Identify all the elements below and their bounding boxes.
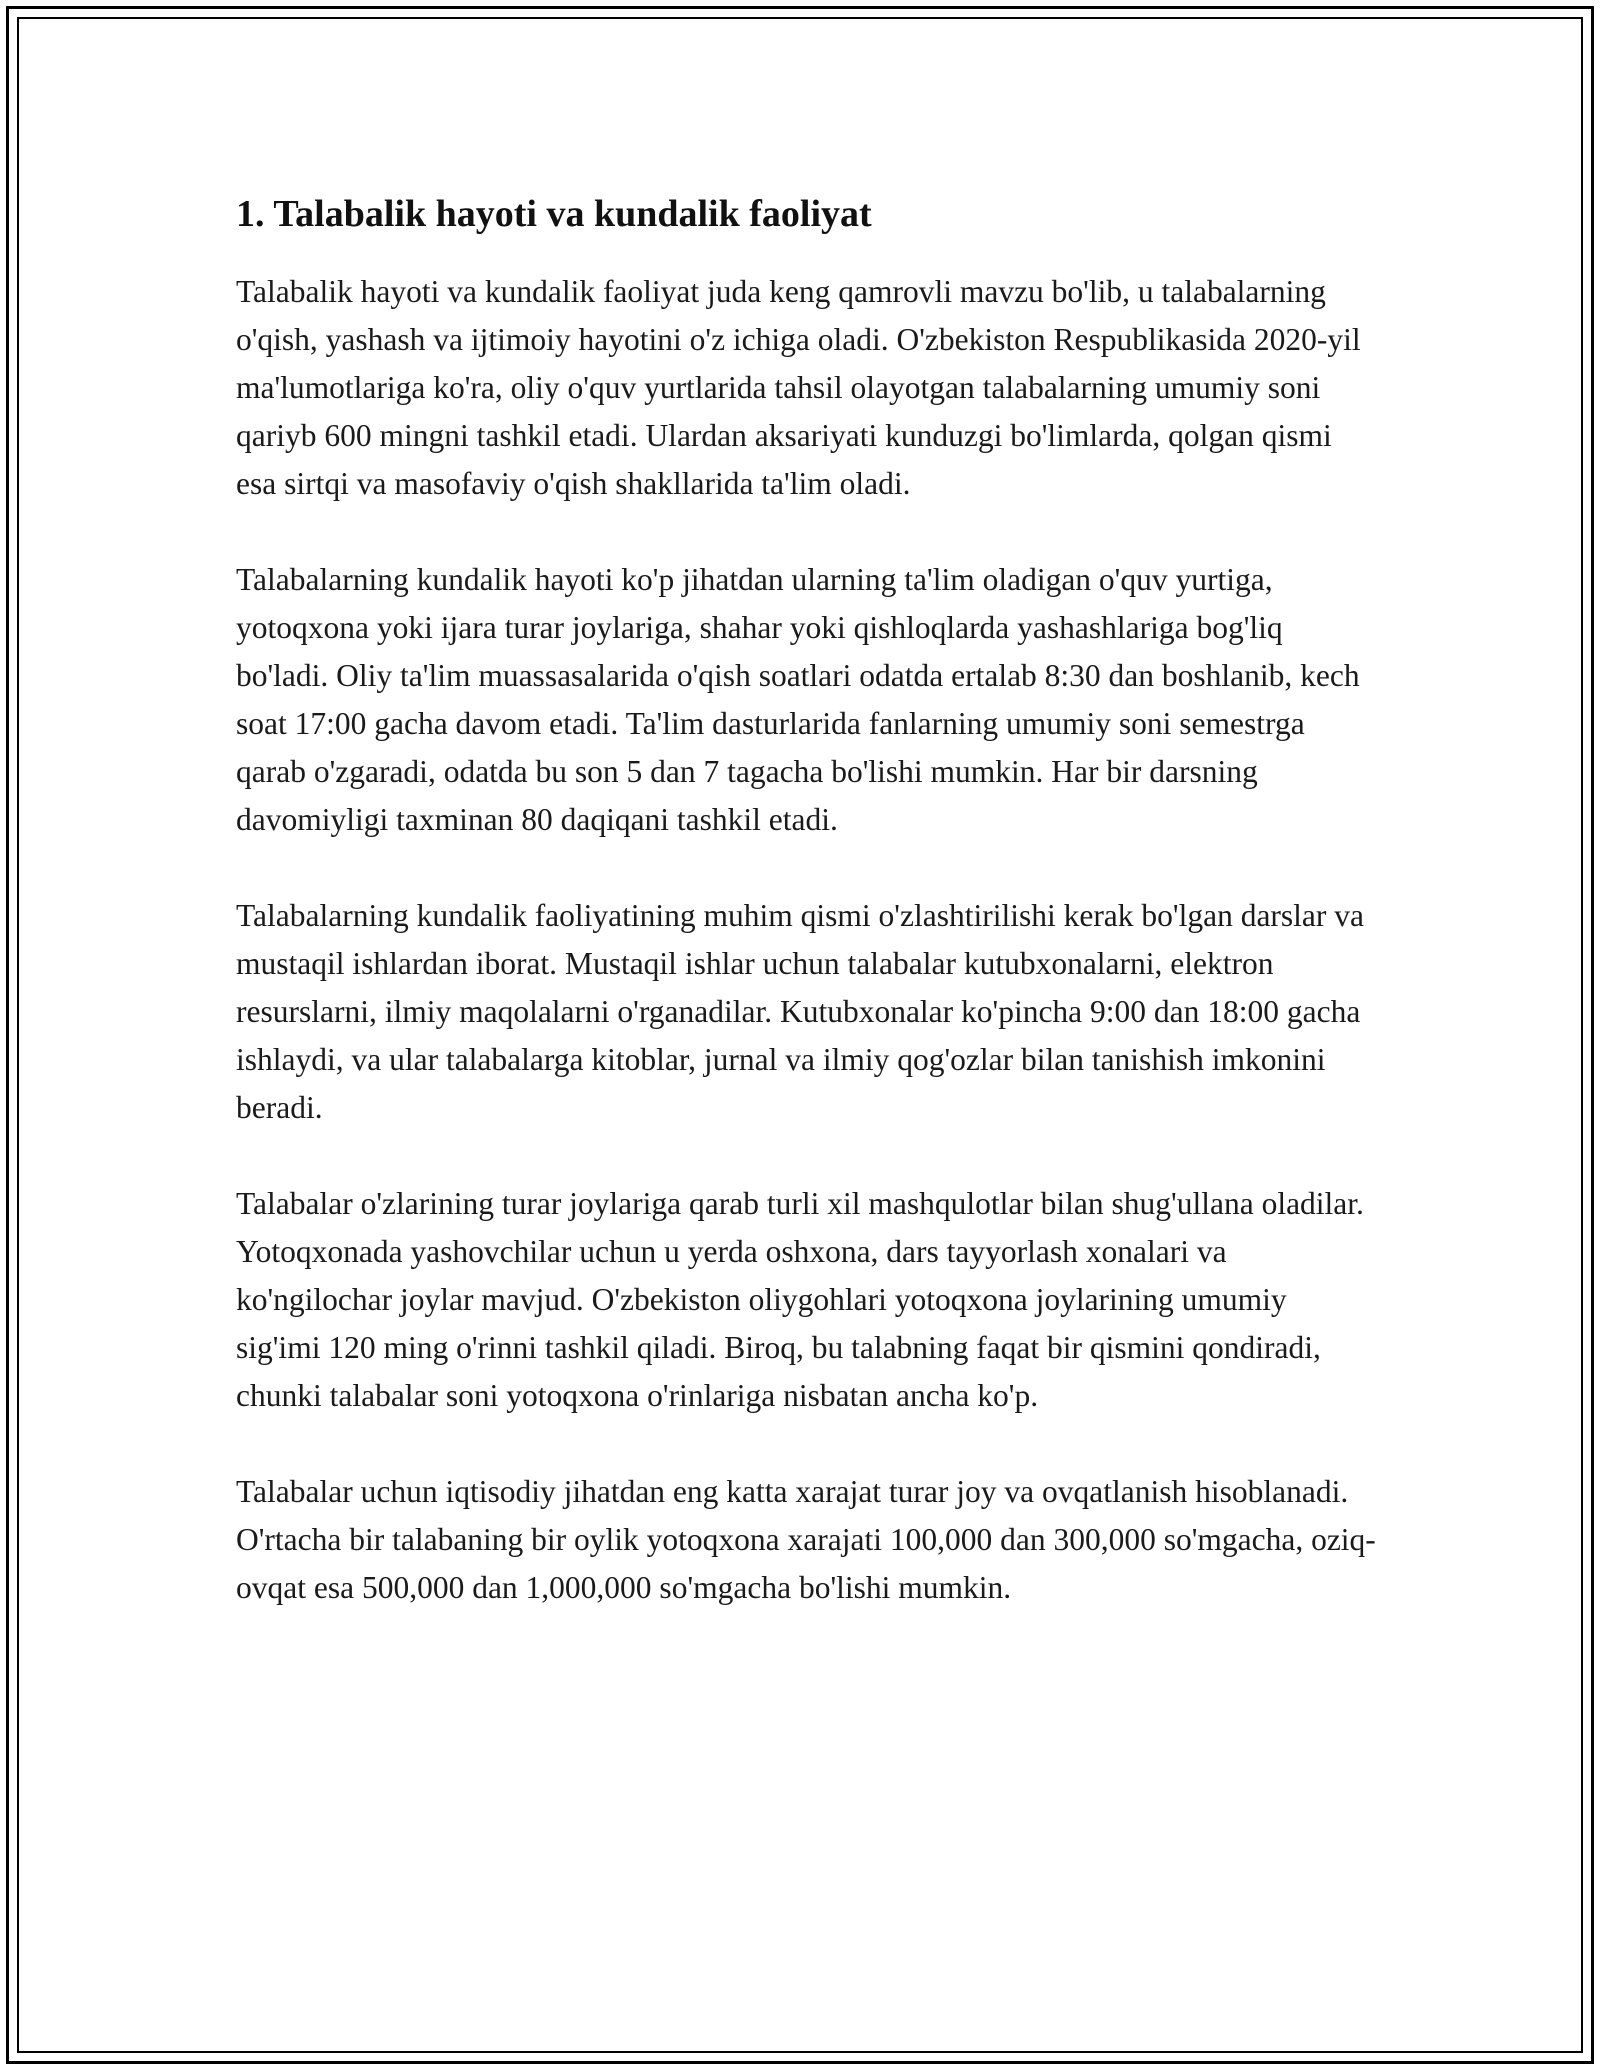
paragraph-intro: Talabalik hayoti va kundalik faoliyat juda keng qamrovli mavzu bo'lib, u talabalarning o'qish, yashash va ijtimoiy hayotini o'z ichiga oladi. O'zbekiston Respublikasida 2020-yil ma'lumotlariga ko'ra, oliy o'quv yurtlarida tahsil olayotgan talabalarning umumiy soni qariyb 600 mingni tashkil etadi. Ulardan aksariyati kunduzgi bo'limlarda, qolgan qismi esa sirtqi va masofaviy o'qish shakllarida ta'lim oladi. xyxy=(236,274,1361,501)
paragraph-daily-life: Talabalarning kundalik hayoti ko'p jihatdan ularning ta'lim oladigan o'quv yurtiga, yotoqxona yoki ijara turar joylariga, shahar yoki qishloqlarda yashashlariga bog'liq bo'ladi. Oliy ta'lim muassasalarida o'qish soatlari odatda ertalab 8:30 dan boshlanib, kech soat 17:00 gacha davom etadi. Ta'lim dasturlarida fanlarning umumiy soni semestrga qarab o'zgaradi, odatda bu son 5 dan 7 tagacha bo'lishi mumkin. Har bir darsning davomiyligi taxminan 80 daqiqani tashkil etadi. xyxy=(236,562,1360,837)
paragraph-dormitory: Talabalar o'zlarining turar joylariga qarab turli xil mashqulotlar bilan shug'ullana oladilar. Yotoqxonada yashovchilar uchun u yerda oshxona, dars tayyorlash xonalari va ko'ngilochar joylar mavjud. O'zbekiston oliygohlari yotoqxona joylarining umumiy sig'imi 120 ming o'rinni tashkil qiladi. Biroq, bu talabning faqat bir qismini qondiradi, chunki talabalar soni yotoqxona o'rinlariga nisbatan ancha ko'p. xyxy=(236,1186,1364,1413)
paragraph-expenses: Talabalar uchun iqtisodiy jihatdan eng katta xarajat turar joy va ovqatlanish hisoblanadi. O'rtacha bir talabaning bir oylik yotoqxona xarajati 100,000 dan 300,000 so'mgacha, oziq-ovqat esa 500,000 dan 1,000,000 so'mgacha bo'lishi mumkin. xyxy=(236,1474,1376,1605)
section-heading: 1. Talabalik hayoti va kundalik faoliyat xyxy=(236,193,872,235)
document-body xyxy=(236,190,1376,1660)
paragraph-study-activities: Talabalarning kundalik faoliyatining muhim qismi o'zlashtirilishi kerak bo'lgan darslar va mustaqil ishlardan iborat. Mustaqil ishlar uchun talabalar kutubxonalarni, elektron resurslarni, ilmiy maqolalarni o'rganadilar. Kutubxonalar ko'pincha 9:00 dan 18:00 gacha ishlaydi, va ular talabalarga kitoblar, jurnal va ilmiy qog'ozlar bilan tanishish imkonini beradi. xyxy=(236,898,1365,1125)
